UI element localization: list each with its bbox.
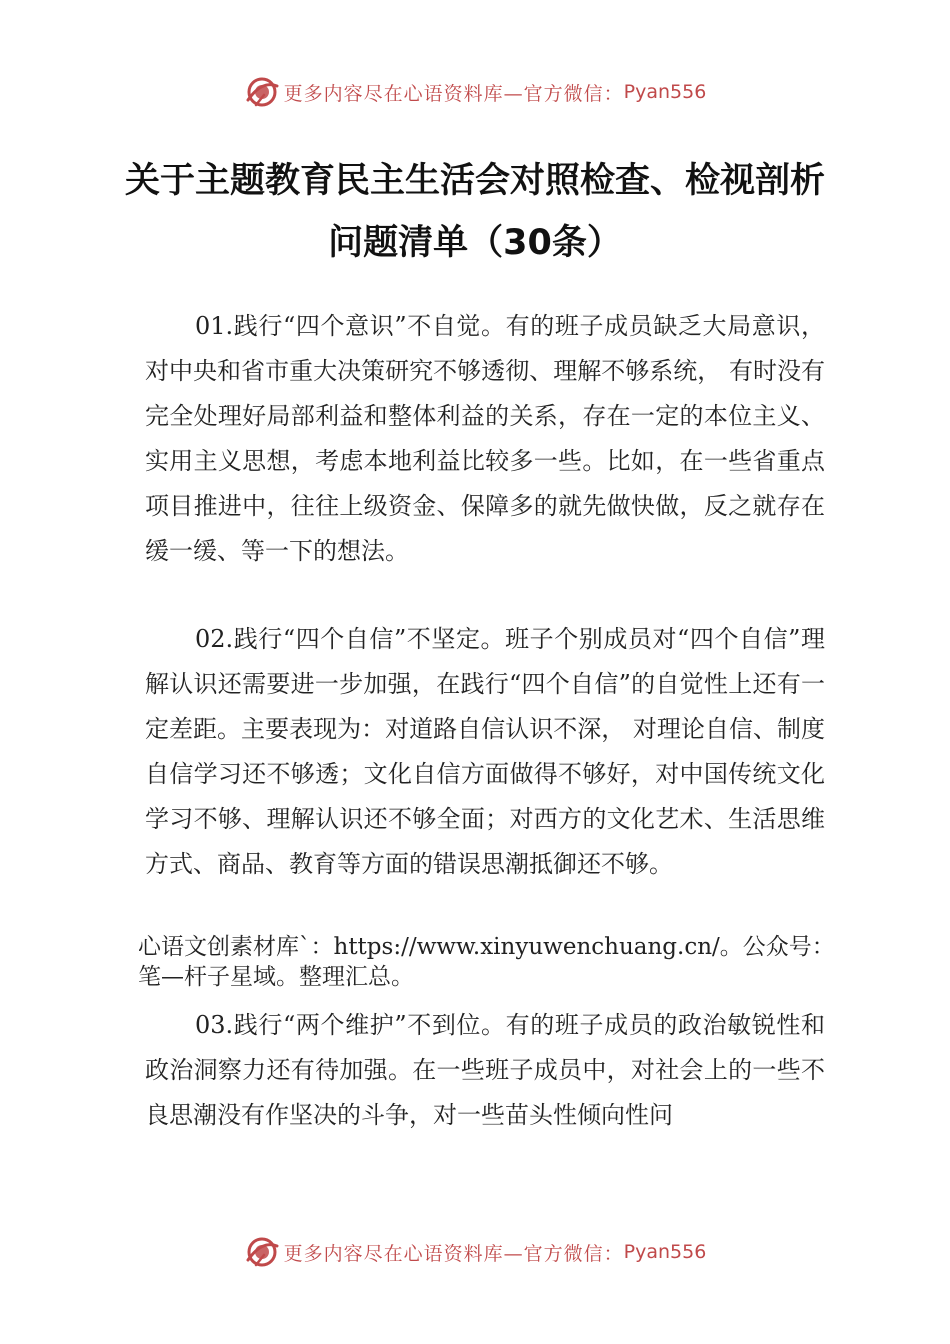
source-note: 心语文创素材库`：https://www.xinyuwenchuang.cn/。公众号：笔—杆子星域。整理汇总。 — [138, 934, 835, 990]
document-title: 关于主题教育民主生活会对照检查、检视剖析问题清单（30条） — [124, 161, 825, 263]
header-banner-text: 更多内容尽在心语资料库—官方微信： — [283, 82, 624, 105]
paragraph-02: 02.践行“四个自信”不坚定。班子个别成员对“四个自信”理解认识还需要进一步加强，在践行“四个自信”的自觉性上还有一定差距。主要表现为：对道路自信认识不深， 对理论自信、制度自信学习还不够透；文化自信方面做得不够好，对中国传统文化学习不够、理解认识还不够全面；对西方的文化艺术、生活思维方式、商品、教育等方面的错误思潮抵御还不够。 — [145, 625, 825, 878]
paragraph-03: 03.践行“两个维护”不到位。有的班子成员的政治敏锐性和政治洞察力还有待加强。在一些班子成员中，对社会上的一些不良思潮没有作坚决的斗争，对一些苗头性倾向性问 — [145, 1011, 825, 1129]
footer-banner-text: 更多内容尽在心语资料库—官方微信： — [283, 1242, 624, 1265]
header-wechat-id: Pyan556 — [623, 81, 707, 103]
brand-logo-icon — [244, 1234, 280, 1270]
brand-logo-icon — [244, 74, 280, 110]
paragraph-01: 01.践行“四个意识”不自觉。有的班子成员缺乏大局意识，对中央和省市重大决策研究不够透彻、理解不够系统， 有时没有完全处理好局部利益和整体利益的关系，存在一定的本位主义、实用主义思想，考虑本地利益比较多一些。比如，在一些省重点项目推进中，往往上级资金、保障多的就先做快做，反之就存在缓一缓、等一下的想法。 — [145, 312, 825, 565]
footer-wechat-id: Pyan556 — [623, 1241, 707, 1263]
footer-banner — [0, 1232, 950, 1272]
header-banner — [0, 72, 950, 112]
